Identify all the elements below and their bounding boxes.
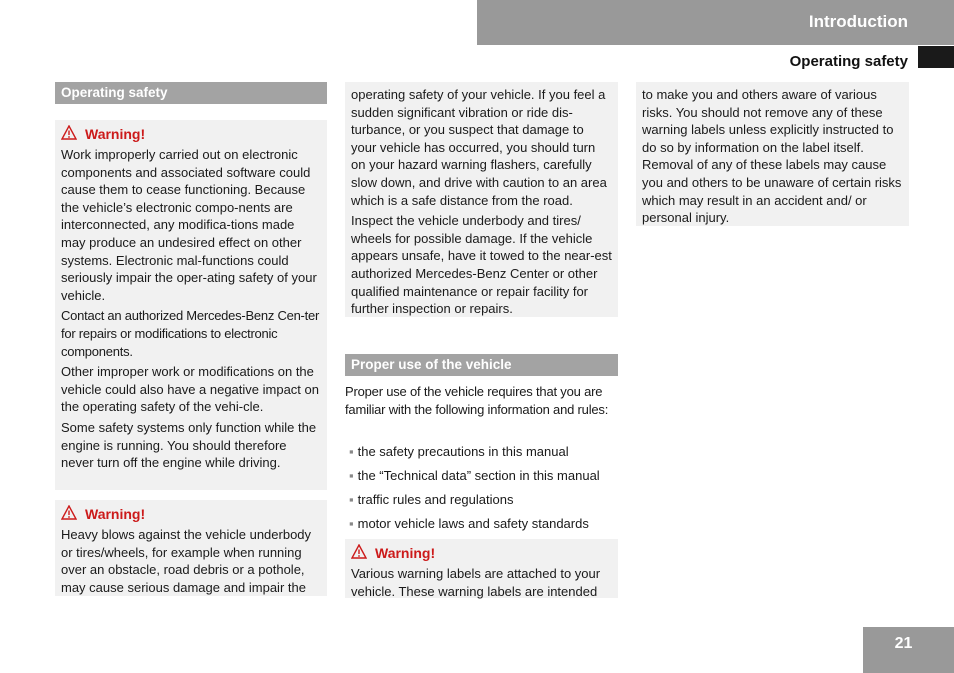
warning-box-2 bbox=[55, 500, 327, 596]
section-title: Operating safety bbox=[789, 53, 908, 70]
page-number: 21 bbox=[863, 627, 954, 673]
warning-box-3 bbox=[345, 539, 618, 598]
chapter-title: Introduction bbox=[808, 12, 908, 31]
warning-continuation-box bbox=[345, 82, 618, 317]
warning-label: Warning! bbox=[375, 545, 436, 561]
section-heading-proper-use: Proper use of the vehicle bbox=[345, 354, 618, 376]
thumb-tab-marker bbox=[918, 46, 954, 68]
warning-paragraph: Heavy blows against the vehicle underbody or tires/wheels, for example when running over an obstacle, road debris or a pothole, may cause serious damage and impair the bbox=[61, 527, 312, 595]
warning-paragraph: operating safety of your vehicle. If you feel a sudden significant vibration or ride dis-turbance, or you suspect that damage to your vehicle has occurred, you should turn on your hazard warning flashers, carefully slow down, and drive with caution to an area which is a safe distance from the road. bbox=[351, 87, 607, 208]
warning-box-1 bbox=[55, 120, 327, 490]
bullet-square: ▪ bbox=[349, 468, 354, 483]
warning-triangle-icon bbox=[61, 505, 85, 523]
warning-paragraph: Other improper work or modifications on the vehicle could also have a negative impact on the operating safety of the vehi-cle. bbox=[61, 364, 319, 415]
warning-paragraph: to make you and others aware of various risks. You should not remove any of these warning labels unless explicitly instructed to do so by information on the label itself. Removal of any of these labels may cause you and others to be unaware of certain risks which may result in an accident and/ or personal injury. bbox=[642, 87, 902, 226]
warning-triangle-icon bbox=[61, 125, 85, 143]
list-item: ▪ the “Technical data” section in this manual bbox=[349, 468, 600, 483]
warning-paragraph: Inspect the vehicle underbody and tires/ wheels for possible damage. If the vehicle appears unsafe, have it towed to the near-est authorized Mercedes-Benz Center or other qualified maintenance or repair facility for further inspection or repairs. bbox=[351, 213, 612, 317]
warning-label: Warning! bbox=[85, 506, 146, 522]
warning-paragraph: Various warning labels are attached to your vehicle. These warning labels are intended bbox=[351, 566, 601, 599]
warning-header bbox=[61, 124, 321, 144]
warning-header bbox=[61, 504, 321, 524]
warning-header bbox=[351, 543, 612, 563]
list-item: ▪ traffic rules and regulations bbox=[349, 492, 514, 507]
bullet-square: ▪ bbox=[349, 516, 354, 531]
list-item: ▪ motor vehicle laws and safety standards bbox=[349, 516, 589, 531]
list-item: ▪ the safety precautions in this manual bbox=[349, 444, 569, 459]
warning-triangle-icon bbox=[351, 544, 375, 562]
section-heading-operating-safety: Operating safety bbox=[55, 82, 327, 104]
warning-paragraph: Some safety systems only function while the engine is running. You should therefore never turn off the engine while driving. bbox=[61, 419, 317, 471]
warning-continuation-box bbox=[636, 82, 909, 226]
warning-paragraph: Contact an authorized Mercedes-Benz Cen-ter for repairs or modifications to electronic components. bbox=[61, 308, 320, 359]
bullet-square: ▪ bbox=[349, 492, 354, 507]
bullet-square: ▪ bbox=[349, 444, 354, 459]
intro-paragraph: Proper use of the vehicle requires that you are familiar with the following information and rules: bbox=[345, 384, 609, 417]
warning-label: Warning! bbox=[85, 126, 146, 142]
warning-paragraph: Work improperly carried out on electronic components and associated software could cause them to cease functioning. Because the vehicle’s electronic compo-nents are interconnected, any modifica-tions made may produce an undesired effect on other systems. Electronic mal-functions could seriously impair the oper-ating safety of your vehicle. bbox=[61, 147, 317, 303]
